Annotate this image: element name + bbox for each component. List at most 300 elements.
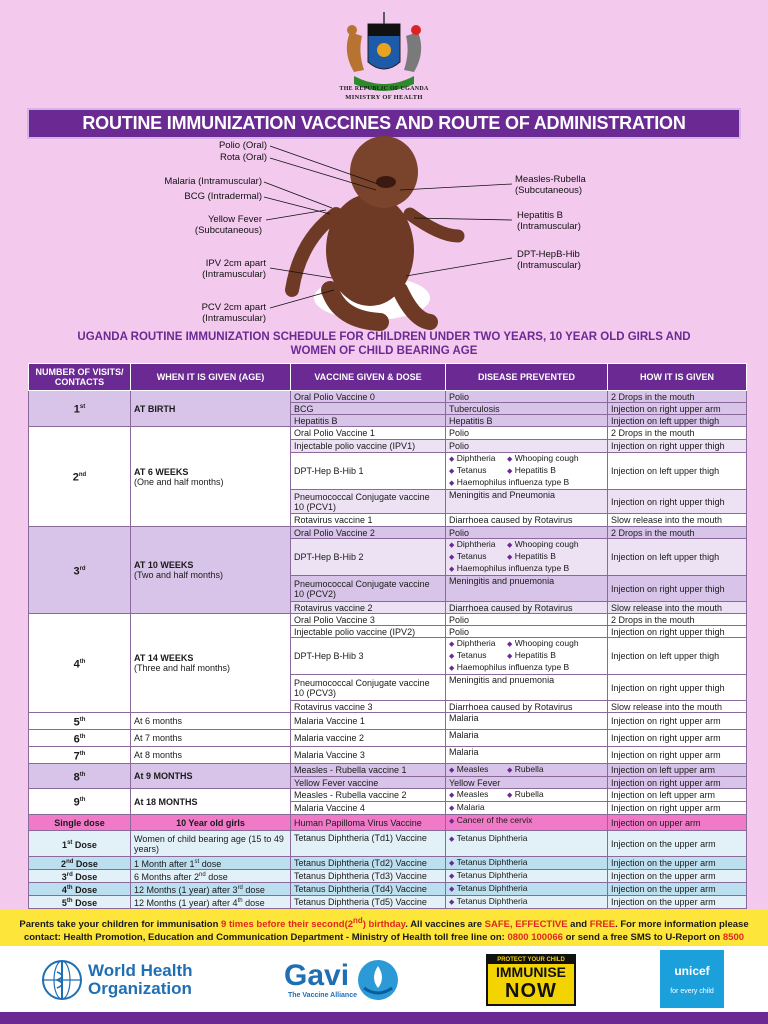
table-row [29, 713, 747, 730]
vaccine-cell: DPT-Hep B-Hib 2 [291, 539, 446, 576]
disease-text: Tetanus Diphtheria [456, 857, 528, 867]
disease-line [449, 789, 604, 801]
hpv-visit-cell: Single dose [29, 815, 131, 831]
immunization-schedule-table [28, 363, 747, 909]
disease-text: Tetanus Diphtheria [456, 896, 528, 906]
when-sub: (Three and half months) [134, 663, 231, 673]
disease-text: Rubella [514, 789, 544, 799]
how-cell: Injection on right upper arm [608, 802, 747, 815]
dose-label: Dose [75, 898, 98, 908]
immunise-now-badge [486, 954, 576, 1006]
when-label: At 7 months [131, 730, 291, 747]
how-cell: Injection on right upper arm [608, 730, 747, 747]
disease-cell [446, 539, 608, 576]
how-cell: 2 Drops in the mouth [608, 614, 747, 626]
visit-suffix: st [79, 404, 86, 411]
disease-text: Measles [456, 764, 489, 774]
route-bcg-label: BCG (Intradermal) [184, 191, 262, 202]
notice-text: and [567, 919, 590, 931]
notice-suffix: nd [353, 916, 363, 925]
how-cell: Injection on left upper thigh [608, 539, 747, 576]
disease-item: ◆ Hepatitis B [507, 650, 556, 660]
visit-number: 2 [72, 471, 79, 484]
gavi-logo-text: Gavi [284, 959, 350, 992]
gavi-emblem-icon [356, 958, 400, 1002]
disease-cell: Diarrhoea caused by Rotavirus [446, 701, 608, 713]
vaccine-cell: Rotavirus vaccine 3 [291, 701, 446, 713]
how-cell: 2 Drops in the mouth [608, 391, 747, 403]
disease-item: ◆ Diphtheria [449, 453, 496, 463]
disease-cell: Polio [446, 527, 608, 539]
dose-number: 4 [61, 885, 67, 895]
vaccine-cell: Tetanus Diphtheria (Td2) Vaccine [291, 857, 446, 870]
disease-item: ◆ Rubella [507, 789, 544, 799]
disease-cell: Meningitis and pnuemonia [446, 675, 608, 701]
partner-logos [0, 946, 768, 1012]
when-text: 12 Months (1 year) after 4 [134, 898, 238, 908]
disease-cell: Polio [446, 626, 608, 638]
route-measles-label [515, 174, 635, 196]
how-cell: Injection on right upper arm [608, 747, 747, 764]
visit-8-cell [29, 764, 131, 789]
vaccine-cell: Tetanus Diphtheria (Td1) Vaccine [291, 831, 446, 857]
disease-text: Tetanus [456, 551, 487, 561]
vaccine-cell: Malaria Vaccine 3 [291, 747, 446, 764]
table-row [29, 870, 747, 883]
vaccine-cell: Oral Polio Vaccine 0 [291, 391, 446, 403]
when-label: At 18 MONTHS [134, 796, 198, 807]
vaccine-cell: Injectable polio vaccine (IPV2) [291, 626, 446, 638]
visit-number: 3 [73, 565, 80, 578]
vaccine-cell: Pneumococcal Conjugate vaccine 10 (PCV3) [291, 675, 446, 701]
route-dpt-line1: DPT-HepB-Hib [517, 249, 580, 260]
visit-3-cell [29, 527, 131, 614]
immunise-top: PROTECT YOUR CHILD [488, 956, 574, 964]
disease-text: Measles [456, 789, 489, 799]
disease-cell: Hepatitis B [446, 415, 608, 427]
vaccine-cell: Oral Polio Vaccine 2 [291, 527, 446, 539]
when-label: AT 14 WEEKS [134, 653, 194, 663]
how-cell: Injection on right upper arm [608, 403, 747, 415]
dose-label: Dose [75, 872, 98, 882]
disease-cell [446, 764, 608, 777]
disease-line [449, 764, 604, 776]
disease-line [449, 465, 604, 477]
disease-cell: Malaria [446, 713, 608, 730]
how-cell: Injection on the upper arm [608, 857, 747, 870]
disease-cell [446, 453, 608, 490]
visit-suffix: th [79, 771, 86, 778]
disease-cell: ◆ Tetanus Diphtheria [446, 896, 608, 909]
disease-text: Whooping cough [514, 638, 579, 648]
vaccine-cell: Injectable polio vaccine (IPV1) [291, 440, 446, 453]
how-cell: Injection on right upper thigh [608, 576, 747, 602]
disease-text: Tetanus [456, 465, 487, 475]
page-title: ROUTINE IMMUNIZATION VACCINES AND ROUTE OF ADMINISTRATION [27, 108, 741, 139]
visit-1-when [131, 391, 291, 427]
disease-item: ◆ Hepatitis B [507, 465, 556, 475]
disease-line [449, 551, 604, 563]
vaccine-cell: DPT-Hep B-Hib 3 [291, 638, 446, 675]
table-row [29, 527, 747, 539]
route-yellow-fever-label [150, 214, 262, 236]
visit-6-cell [29, 730, 131, 747]
how-cell: Slow release into the mouth [608, 701, 747, 713]
dose-number: 2 [61, 859, 67, 869]
visit-suffix: th [79, 797, 86, 804]
unicef-text: unicef [674, 964, 710, 978]
how-cell: 2 Drops in the mouth [608, 527, 747, 539]
vaccine-cell: Tetanus Diphtheria (Td4) Vaccine [291, 883, 446, 896]
col-when: WHEN IT IS GIVEN (AGE) [131, 364, 291, 391]
dose-number: 3 [61, 872, 67, 882]
vaccine-cell: Pneumococcal Conjugate vaccine 10 (PCV2) [291, 576, 446, 602]
when-sub: (One and half months) [134, 476, 224, 487]
immunise-line1: IMMUNISE [496, 964, 566, 980]
information-notice [0, 910, 768, 946]
visit-number: 4 [73, 658, 80, 671]
visit-number: 5 [73, 716, 80, 729]
notice-text: . For more information please contact: Health Promotion, Education and Communication Department - Ministry of Health toll free line on: [23, 919, 749, 944]
td-dose-cell [29, 857, 131, 870]
visit-9-when [131, 789, 291, 815]
disease-item: ◆ Rubella [507, 764, 544, 774]
visit-4-cell [29, 614, 131, 713]
disease-text: Hepatitis B [514, 650, 556, 660]
disease-text: Haemophilus influenza type B [456, 477, 570, 487]
disease-cell: ◆ Tetanus Diphtheria [446, 870, 608, 883]
dose-number: 5 [61, 898, 67, 908]
vaccine-cell: Malaria vaccine 2 [291, 730, 446, 747]
disease-cell: Diarrhoea caused by Rotavirus [446, 514, 608, 527]
unicef-tagline: for every child [670, 988, 714, 995]
gavi-tagline: The Vaccine Alliance [288, 992, 357, 999]
disease-line [449, 650, 604, 662]
disease-item: ◆ Whooping cough [507, 539, 579, 549]
disease-item: ◆ Whooping cough [507, 453, 579, 463]
when-text: 12 Months (1 year) after 3 [134, 885, 238, 895]
td-dose-cell [29, 831, 131, 857]
how-cell: Injection on right upper arm [608, 777, 747, 789]
disease-text: Rubella [514, 764, 544, 774]
visit-suffix: th [79, 733, 86, 740]
how-cell: Injection on the upper arm [608, 883, 747, 896]
how-cell: Injection on left upper thigh [608, 453, 747, 490]
dose-label: Dose [74, 839, 97, 850]
schedule-title [60, 330, 708, 358]
route-polio-label: Polio (Oral) [218, 140, 267, 151]
vaccine-cell: Yellow Fever vaccine [291, 777, 446, 789]
vaccine-cell: Tetanus Diphtheria (Td5) Vaccine [291, 896, 446, 909]
when-suffix: st [194, 859, 200, 865]
dose-label: Dose [75, 885, 98, 895]
route-measles-line1: Measles-Rubella [515, 174, 586, 185]
when-label: AT 10 WEEKS [134, 560, 194, 570]
disease-item: ◆ Whooping cough [507, 638, 579, 648]
disease-cell: ◆ Tetanus Diphtheria [446, 831, 608, 857]
visit-suffix: th [79, 750, 86, 757]
table-row [29, 427, 747, 440]
vaccine-cell: Malaria Vaccine 4 [291, 802, 446, 815]
vaccine-cell: Tetanus Diphtheria (Td3) Vaccine [291, 870, 446, 883]
ministry-label: MINISTRY OF HEALTH [345, 94, 423, 101]
disease-line [449, 453, 604, 465]
dose-suffix: nd [66, 859, 74, 865]
unicef-logo [660, 950, 724, 1008]
when-label: AT BIRTH [134, 403, 176, 414]
disease-cell: Tuberculosis [446, 403, 608, 415]
table-row [29, 789, 747, 802]
how-cell: Injection on the upper arm [608, 831, 747, 857]
disease-cell: Diarrhoea caused by Rotavirus [446, 602, 608, 614]
route-yellow-fever-line2: (Subcutaneous) [194, 225, 262, 236]
disease-cell: Polio [446, 440, 608, 453]
who-line2: Organization [88, 979, 192, 998]
disease-cell: Yellow Fever [446, 777, 608, 789]
baby-illustration [0, 0, 768, 340]
visit-suffix: th [79, 716, 86, 723]
dose-suffix: th [66, 898, 73, 904]
route-hepb-line2: (Intramuscular) [517, 221, 581, 232]
disease-text: Haemophilus influenza type B [456, 563, 570, 573]
disease-cell: Meningitis and Pneumonia [446, 490, 608, 514]
visit-number: 6 [73, 733, 80, 746]
when-suffix: rd [237, 885, 243, 891]
disease-cell: Malaria [446, 747, 608, 764]
when-label: Women of child bearing age (15 to 49 years) [131, 831, 291, 857]
dose-suffix: th [66, 885, 73, 891]
disease-text: Hepatitis B [514, 551, 556, 561]
how-cell: Injection on the upper arm [608, 896, 747, 909]
table-row [29, 857, 747, 870]
when-after: dose [205, 872, 228, 882]
route-pcv-line2: (Intramuscular) [202, 313, 266, 324]
vaccine-cell: Pneumococcal Conjugate vaccine 10 (PCV1) [291, 490, 446, 514]
route-malaria-label: Malaria (Intramuscular) [164, 176, 262, 187]
who-emblem-icon [40, 958, 84, 1002]
disease-item: ◆ Diphtheria [449, 638, 496, 648]
immunise-line2: NOW [505, 980, 557, 1002]
col-disease: DISEASE PREVENTED [446, 364, 608, 391]
disease-cell: Polio [446, 427, 608, 440]
how-cell: Injection on left upper thigh [608, 415, 747, 427]
vaccine-cell: Hepatitis B [291, 415, 446, 427]
visit-suffix: rd [79, 565, 86, 572]
notice-highlight [221, 916, 406, 931]
route-dpt-line2: (Intramuscular) [517, 260, 581, 271]
schedule-title-line1: UGANDA ROUTINE IMMUNIZATION SCHEDULE FOR CHILDREN UNDER TWO YEARS, 10 YEAR OLD GIRLS AND [77, 331, 691, 343]
vaccine-cell: DPT-Hep B-Hib 1 [291, 453, 446, 490]
how-cell: Injection on right upper thigh [608, 440, 747, 453]
disease-cell [446, 789, 608, 802]
notice-text: Parents take your children for immunisation [19, 919, 222, 931]
dose-number: 1 [62, 839, 68, 850]
visit-number: 8 [73, 771, 80, 784]
vaccine-cell: Rotavirus vaccine 2 [291, 602, 446, 614]
disease-cell: ◆ Tetanus Diphtheria [446, 857, 608, 870]
route-measles-line2: (Subcutaneous) [515, 185, 583, 196]
when-label [131, 857, 291, 870]
how-cell: Injection on the upper arm [608, 870, 747, 883]
bottom-bar [0, 1012, 768, 1024]
how-cell: Injection on left upper arm [608, 789, 747, 802]
disease-cell: ◆ Cancer of the cervix [446, 815, 608, 831]
route-pcv-line1: PCV 2cm apart [201, 302, 266, 313]
disease-line [449, 638, 604, 650]
how-cell: Slow release into the mouth [608, 514, 747, 527]
disease-line [449, 539, 604, 551]
disease-item: ◆ Measles [449, 789, 489, 799]
table-row [29, 815, 747, 831]
who-logo-text [88, 962, 193, 998]
when-label [131, 883, 291, 896]
vaccine-cell: Oral Polio Vaccine 3 [291, 614, 446, 626]
visit-5-cell [29, 713, 131, 730]
route-rota-label: Rota (Oral) [220, 152, 267, 163]
vaccine-cell: Measles - Rubella vaccine 1 [291, 764, 446, 777]
when-label [131, 870, 291, 883]
disease-cell: Polio [446, 614, 608, 626]
visit-8-when [131, 764, 291, 789]
table-row [29, 614, 747, 626]
vaccine-cell: Measles - Rubella vaccine 2 [291, 789, 446, 802]
how-cell: Injection on left upper thigh [608, 638, 747, 675]
table-header-row [29, 364, 747, 391]
td-dose-cell [29, 896, 131, 909]
disease-line: ◆ Haemophilus influenza type B [449, 477, 570, 487]
table-row [29, 764, 747, 777]
dose-suffix: st [67, 839, 73, 846]
disease-item: ◆ Measles [449, 764, 489, 774]
disease-text: Whooping cough [514, 453, 579, 463]
vaccine-cell: Human Papilloma Virus Vaccine [291, 815, 446, 831]
table-row [29, 896, 747, 909]
disease-text: Tetanus Diphtheria [456, 883, 528, 893]
disease-item: ◆ Tetanus [449, 551, 487, 561]
route-dpt-label [517, 249, 637, 271]
sms-number: 8500 [722, 932, 745, 944]
col-how: HOW IT IS GIVEN [608, 364, 747, 391]
disease-text: Tetanus Diphtheria [456, 870, 528, 880]
when-label: At 9 MONTHS [134, 771, 193, 781]
vaccine-cell: Malaria Vaccine 1 [291, 713, 446, 730]
notice-highlight-end: ) birthday [362, 919, 406, 931]
when-after: dose [242, 898, 265, 908]
when-label: At 8 months [131, 747, 291, 764]
visit-number: 1 [73, 403, 80, 416]
visit-7-cell [29, 747, 131, 764]
visit-2-cell [29, 427, 131, 527]
col-vaccine: VACCINE GIVEN & DOSE [291, 364, 446, 391]
route-ipv-line2: (Intramuscular) [202, 269, 266, 280]
disease-text: Diphtheria [456, 453, 496, 463]
route-hepb-line1: Hepatitis B [517, 210, 563, 221]
table-row [29, 883, 747, 896]
route-ipv-label [150, 258, 266, 280]
td-dose-cell [29, 883, 131, 896]
visit-suffix: th [79, 658, 86, 665]
disease-cell: Malaria [446, 730, 608, 747]
disease-line: ◆ Haemophilus influenza type B [449, 662, 570, 672]
td-dose-cell [29, 870, 131, 883]
when-text: 6 Months after 2 [134, 872, 200, 882]
table-row [29, 730, 747, 747]
when-sub: (Two and half months) [134, 570, 224, 580]
visit-9-cell [29, 789, 131, 815]
disease-text: Malaria [456, 802, 485, 812]
when-suffix: th [237, 898, 243, 904]
disease-item: ◆ Tetanus [449, 650, 487, 660]
notice-text: . All vaccines are [405, 919, 485, 931]
how-cell: Slow release into the mouth [608, 602, 747, 614]
republic-label: THE REPUBLIC OF UGANDA [339, 86, 429, 92]
vaccine-cell: BCG [291, 403, 446, 415]
route-yellow-fever-line1: Yellow Fever [207, 214, 262, 225]
toll-free-number: 0800 100066 [507, 932, 563, 944]
how-cell: 2 Drops in the mouth [608, 427, 747, 440]
table-row [29, 391, 747, 403]
who-line1: World Health [88, 961, 193, 980]
visit-suffix: nd [78, 472, 87, 479]
table-row [29, 747, 747, 764]
disease-text: Diphtheria [456, 539, 496, 549]
notice-highlight: FREE [589, 919, 616, 931]
dose-suffix: rd [66, 872, 73, 878]
notice-highlight-text: 9 times before their second(2 [221, 919, 354, 931]
how-cell: Injection on right upper arm [608, 713, 747, 730]
visit-number: 7 [73, 750, 80, 763]
when-label: At 6 months [131, 713, 291, 730]
disease-text: Hepatitis B [514, 465, 556, 475]
notice-text: or send a free SMS to U-Report on [562, 932, 723, 944]
disease-cell [446, 638, 608, 675]
disease-text: Tetanus Diphtheria [456, 833, 528, 843]
visit-number: 9 [73, 796, 80, 809]
visit-3-when [131, 527, 291, 614]
when-suffix: nd [199, 872, 206, 878]
disease-cell: ◆ Tetanus Diphtheria [446, 883, 608, 896]
table-row [29, 831, 747, 857]
disease-text: Diphtheria [456, 638, 496, 648]
notice-highlight: SAFE, EFFECTIVE [484, 919, 568, 931]
when-label [131, 896, 291, 909]
disease-item: ◆ Diphtheria [449, 539, 496, 549]
route-hepb-label [517, 210, 637, 232]
disease-item: ◆ Tetanus [449, 465, 487, 475]
visit-1-cell [29, 391, 131, 427]
how-cell: Injection on right upper thigh [608, 626, 747, 638]
disease-text: Cancer of the cervix [456, 815, 533, 825]
route-ipv-line1: IPV 2cm apart [205, 258, 266, 269]
how-cell: Injection on right upper thigh [608, 675, 747, 701]
visit-2-when [131, 427, 291, 527]
how-cell: Injection on upper arm [608, 815, 747, 831]
when-after: dose [199, 859, 222, 869]
how-cell: Injection on right upper thigh [608, 490, 747, 514]
vaccine-cell: Oral Polio Vaccine 1 [291, 427, 446, 440]
disease-cell: ◆ Malaria [446, 802, 608, 815]
when-text: 1 Month after 1 [134, 859, 195, 869]
disease-text: Haemophilus influenza type B [456, 662, 570, 672]
when-label: 10 Year old girls [131, 815, 291, 831]
route-pcv-label [150, 302, 266, 324]
when-after: dose [242, 885, 265, 895]
disease-text: Tetanus [456, 650, 487, 660]
disease-line: ◆ Haemophilus influenza type B [449, 563, 570, 573]
col-visits: NUMBER OF VISITS/ CONTACTS [29, 364, 131, 391]
disease-text: Whooping cough [514, 539, 579, 549]
how-cell: Injection on left upper arm [608, 764, 747, 777]
